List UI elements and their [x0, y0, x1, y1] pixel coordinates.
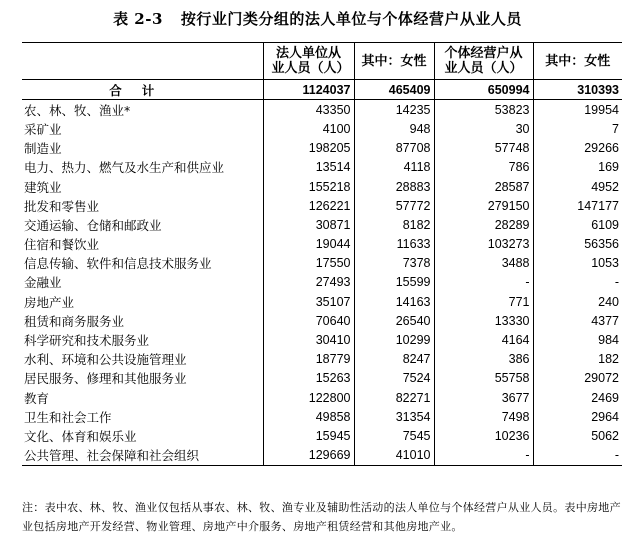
cell-legal-persons: 129669 [263, 446, 354, 466]
cell-legal-female: 7378 [354, 254, 434, 273]
industry-name: 文化、体育和娱乐业 [22, 426, 263, 445]
table-row [22, 139, 622, 158]
cell-individual-female: 2469 [591, 390, 619, 405]
cell-individual-female: 56356 [584, 237, 619, 252]
total-row [22, 80, 622, 100]
header-individual-female: 其中：女性 [545, 53, 611, 69]
industry-name: 批发和零售业 [22, 196, 263, 215]
table-row [22, 254, 622, 273]
cell-legal-female: 26540 [354, 311, 434, 330]
table-row [22, 388, 622, 407]
cell-legal-persons: 30410 [263, 330, 354, 349]
total-label: 合计 [22, 80, 263, 100]
industry-name: 制造业 [22, 139, 263, 158]
cell-individual-female: 169 [598, 160, 619, 175]
cell-legal-persons: 13514 [263, 158, 354, 177]
industry-name: 科学研究和技术服务业 [22, 330, 263, 349]
cell-legal-persons: 35107 [263, 292, 354, 311]
cell-legal-female: 87708 [354, 139, 434, 158]
industry-name: 住宿和餐饮业 [22, 235, 263, 254]
cell-individual: 28289 [434, 215, 533, 234]
cell-individual-female: 29072 [584, 371, 619, 386]
table-row [22, 215, 622, 234]
cell-individual: - [434, 446, 533, 466]
cell-legal-persons: 43350 [263, 100, 354, 120]
table-row [22, 369, 622, 388]
cell-individual: - [434, 273, 533, 292]
industry-name: 信息传输、软件和信息技术服务业 [22, 254, 263, 273]
cell-legal-persons: 198205 [263, 139, 354, 158]
table-row [22, 119, 622, 138]
cell-legal-female: 82271 [354, 388, 434, 407]
header-legal-persons: 法人单位从业人员（人） [263, 43, 354, 80]
cell-individual-female: 29266 [584, 141, 619, 156]
industry-name: 卫生和社会工作 [22, 407, 263, 426]
cell-legal-persons: 15263 [263, 369, 354, 388]
cell-legal-persons: 19044 [263, 235, 354, 254]
cell-individual: 30 [434, 119, 533, 138]
cell-individual-female: 240 [598, 294, 619, 309]
cell-legal-persons: 122800 [263, 388, 354, 407]
cell-individual-female: 182 [598, 352, 619, 367]
cell-individual: 10236 [434, 426, 533, 445]
industry-name: 教育 [22, 388, 263, 407]
cell-individual: 55758 [434, 369, 533, 388]
cell-individual: 103273 [434, 235, 533, 254]
table-row [22, 196, 622, 215]
cell-individual-female: 147177 [577, 198, 619, 213]
industry-name: 农、林、牧、渔业* [22, 100, 263, 120]
cell-individual-female: 5062 [591, 428, 619, 443]
cell-legal-persons: 30871 [263, 215, 354, 234]
cell-individual-female: 4377 [591, 313, 619, 328]
table-number: 表 2-3 [113, 10, 163, 28]
cell-legal-female: 11633 [354, 235, 434, 254]
table-row [22, 350, 622, 369]
cell-individual: 13330 [434, 311, 533, 330]
cell-legal-persons: 70640 [263, 311, 354, 330]
cell-legal-female: 4118 [354, 158, 434, 177]
cell-individual: 3488 [434, 254, 533, 273]
total-individual: 650994 [434, 80, 533, 100]
table-row [22, 426, 622, 445]
table-row [22, 330, 622, 349]
cell-legal-persons: 15945 [263, 426, 354, 445]
industry-name: 水利、环境和公共设施管理业 [22, 350, 263, 369]
cell-individual: 786 [434, 158, 533, 177]
table-title [0, 8, 635, 29]
cell-individual-female: 6109 [591, 217, 619, 232]
cell-legal-persons: 4100 [263, 119, 354, 138]
cell-legal-persons: 18779 [263, 350, 354, 369]
cell-legal-female: 8247 [354, 350, 434, 369]
cell-legal-female: 7524 [354, 369, 434, 388]
cell-legal-persons: 27493 [263, 273, 354, 292]
cell-individual: 3677 [434, 388, 533, 407]
table-row [22, 311, 622, 330]
table-row [22, 100, 622, 120]
header-industry [22, 43, 263, 80]
industry-name: 建筑业 [22, 177, 263, 196]
table-body [22, 80, 622, 466]
cell-individual-female: 2964 [591, 409, 619, 424]
total-legal-female: 465409 [354, 80, 434, 100]
cell-individual-female: 1053 [591, 256, 619, 271]
table-row [22, 158, 622, 177]
header-legal-female: 其中：女性 [354, 43, 434, 80]
cell-legal-female: 8182 [354, 215, 434, 234]
cell-legal-persons: 49858 [263, 407, 354, 426]
cell-individual: 53823 [434, 100, 533, 120]
cell-individual: 28587 [434, 177, 533, 196]
total-individual-female: 310393 [533, 80, 622, 100]
industry-name: 交通运输、仓储和邮政业 [22, 215, 263, 234]
cell-individual-female: 7 [612, 121, 619, 136]
industry-name: 租赁和商务服务业 [22, 311, 263, 330]
cell-individual: 771 [434, 292, 533, 311]
cell-legal-female: 14163 [354, 292, 434, 311]
table-row [22, 446, 622, 466]
total-legal-persons: 1124037 [263, 80, 354, 100]
cell-individual: 386 [434, 350, 533, 369]
cell-legal-persons: 155218 [263, 177, 354, 196]
industry-name: 房地产业 [22, 292, 263, 311]
table-row [22, 177, 622, 196]
industry-name: 金融业 [22, 273, 263, 292]
table-header [22, 43, 622, 80]
cell-individual-female: 4952 [591, 179, 619, 194]
cell-legal-female: 14235 [354, 100, 434, 120]
table-row [22, 407, 622, 426]
cell-individual-female: 984 [598, 333, 619, 348]
cell-individual: 4164 [434, 330, 533, 349]
cell-legal-persons: 17550 [263, 254, 354, 273]
table-row [22, 235, 622, 254]
cell-individual: 57748 [434, 139, 533, 158]
cell-individual-female: 19954 [584, 102, 619, 117]
header-individual: 个体经营户从业人员（人） [434, 43, 533, 80]
cell-individual-female: - [533, 446, 622, 466]
industry-name: 居民服务、修理和其他服务业 [22, 369, 263, 388]
cell-individual: 7498 [434, 407, 533, 426]
table-row [22, 292, 622, 311]
cell-legal-female: 10299 [354, 330, 434, 349]
cell-legal-female: 15599 [354, 273, 434, 292]
cell-individual-female: - [614, 275, 619, 290]
cell-legal-female: 41010 [354, 446, 434, 466]
cell-legal-female: 7545 [354, 426, 434, 445]
cell-legal-female: 28883 [354, 177, 434, 196]
industry-name: 采矿业 [22, 119, 263, 138]
table-row [22, 273, 622, 292]
table-title-text: 按行业门类分组的法人单位与个体经营户从业人员 [180, 10, 522, 28]
footnote: 注：表中农、林、牧、渔业仅包括从事农、林、牧、渔专业及辅助性活动的法人单位与个体经营户从业人员。表中房地产业包括房地产开发经营、物业管理、房地产中介服务、房地产租赁经营和其他房地产业。 [22, 501, 621, 533]
industry-name: 电力、热力、燃气及水生产和供应业 [22, 158, 263, 177]
cell-legal-female: 57772 [354, 196, 434, 215]
cell-legal-female: 948 [354, 119, 434, 138]
cell-legal-female: 31354 [354, 407, 434, 426]
employment-table [22, 42, 622, 466]
industry-name: 公共管理、社会保障和社会组织 [22, 446, 263, 466]
cell-individual: 279150 [434, 196, 533, 215]
cell-legal-persons: 126221 [263, 196, 354, 215]
